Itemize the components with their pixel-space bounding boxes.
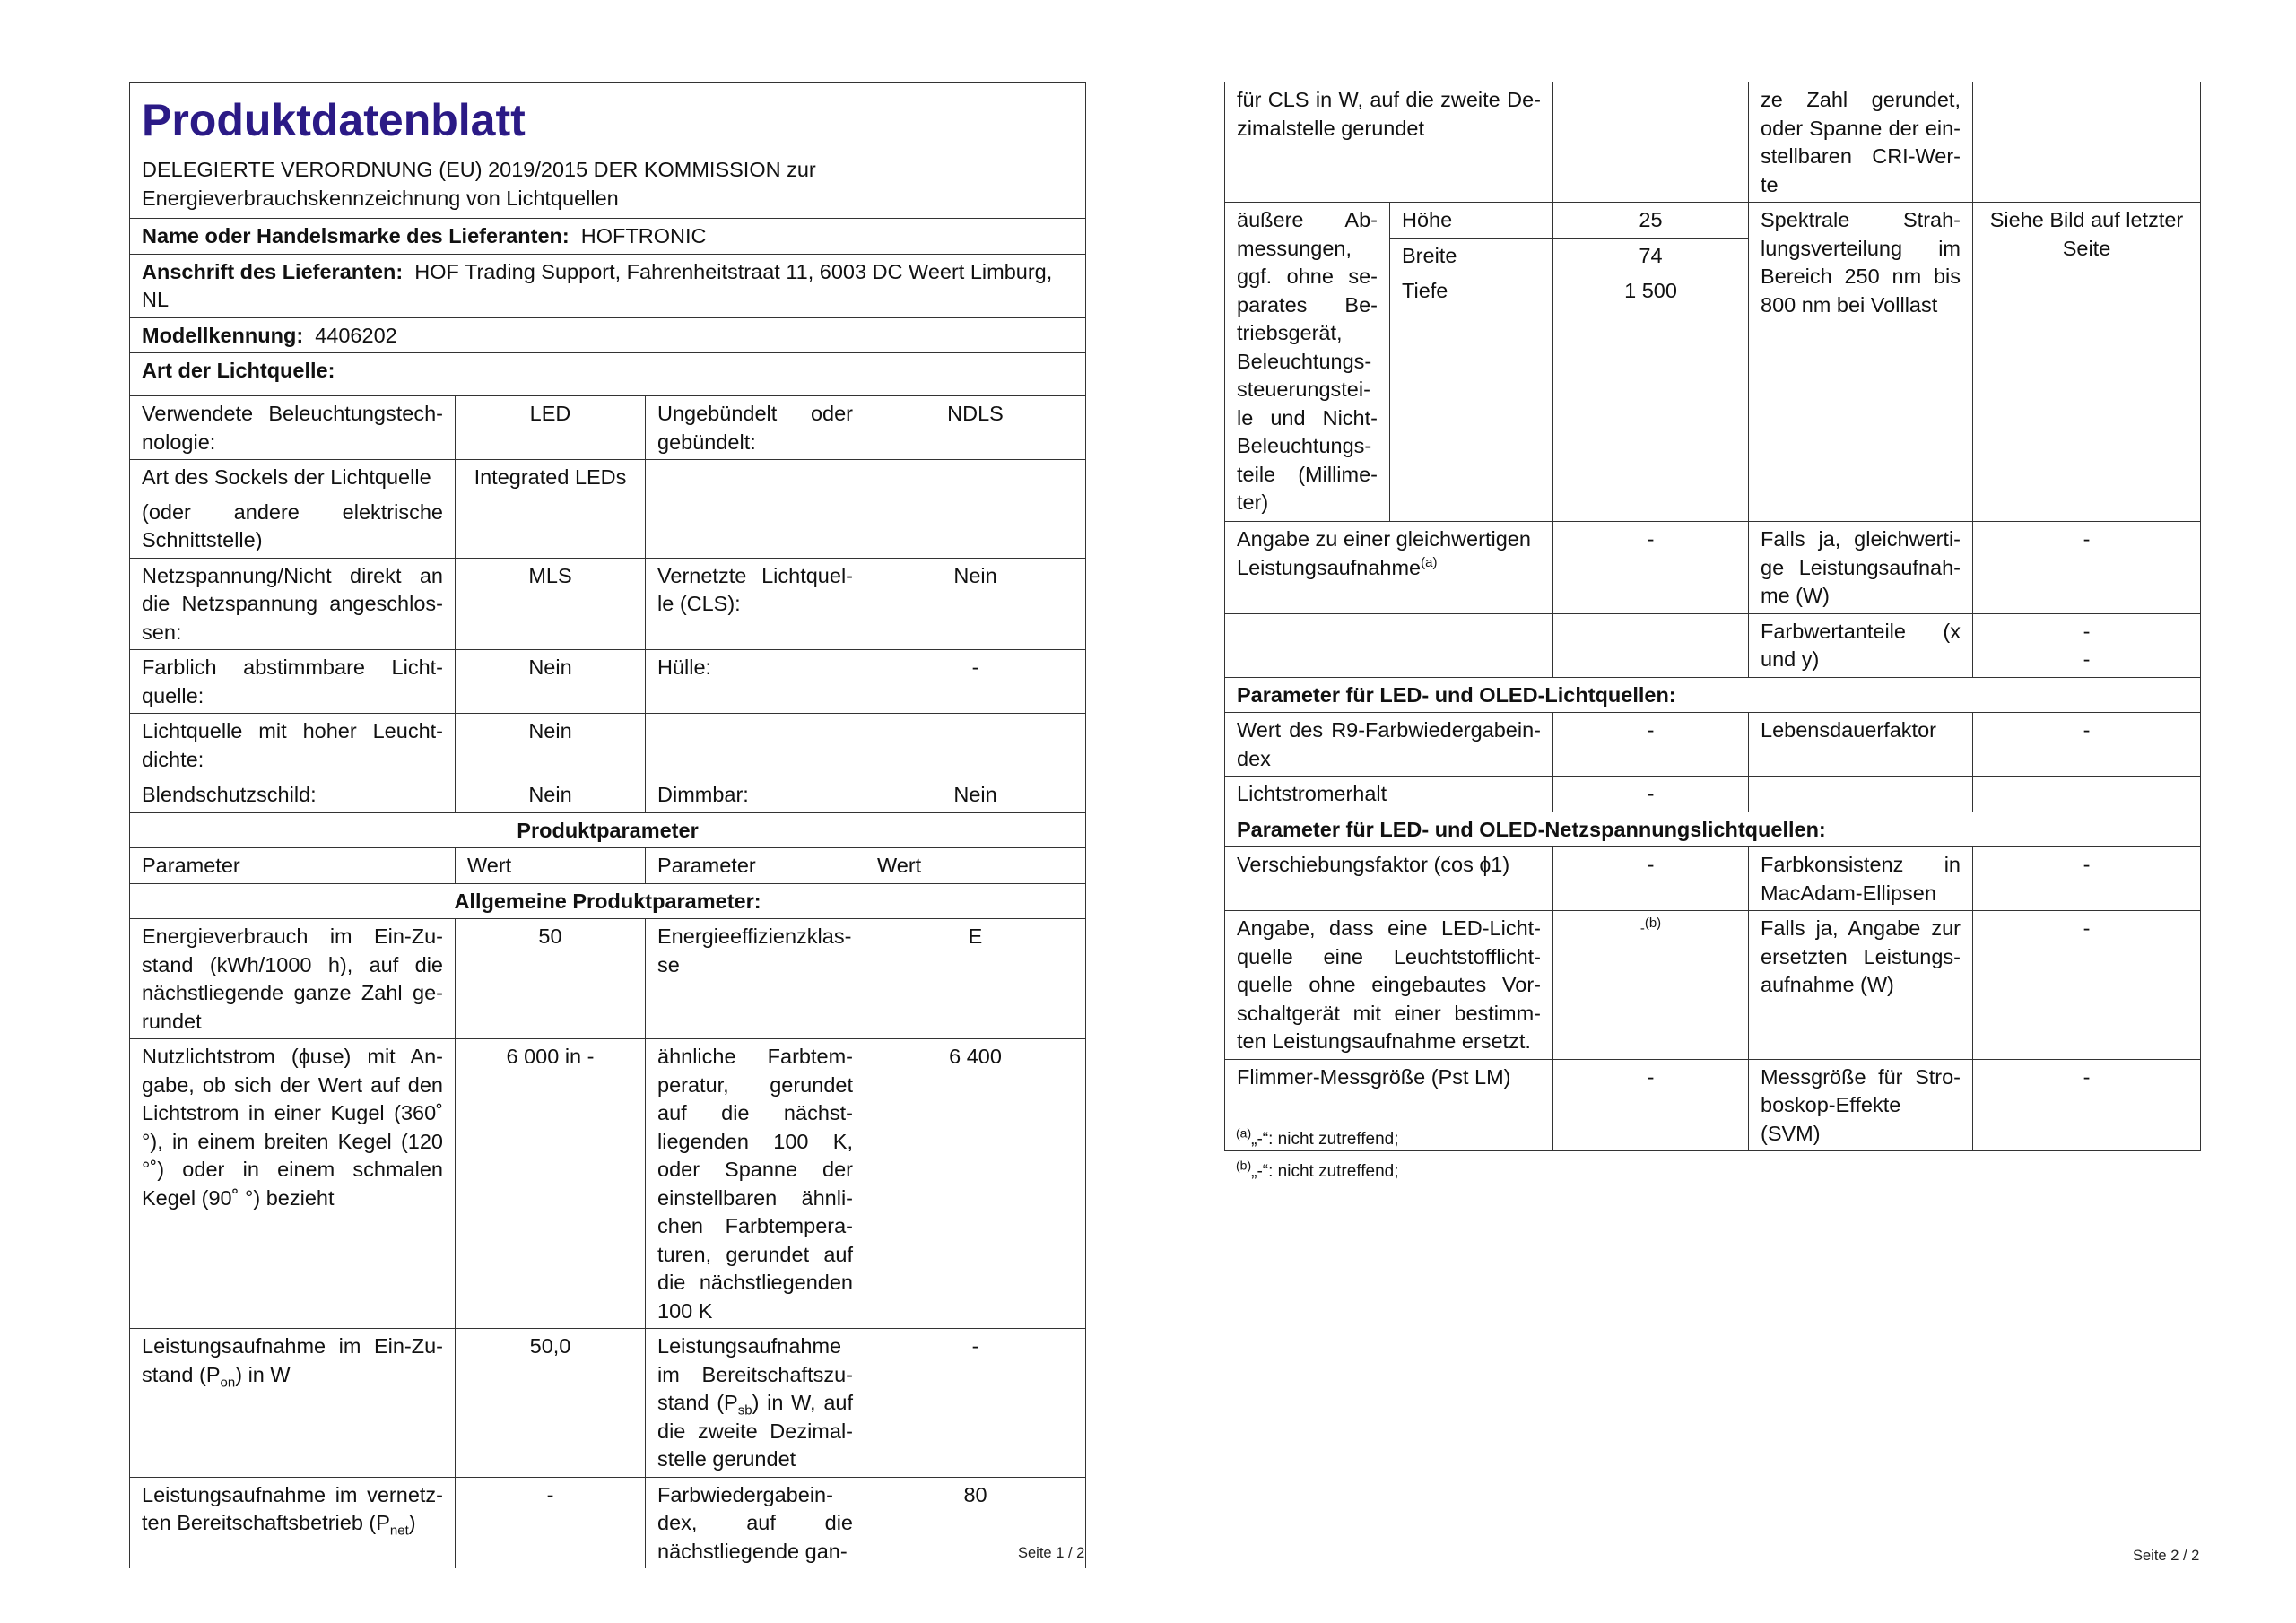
param-cell: Verwendete Beleuchtungstech-nologie:: [130, 396, 456, 460]
table-row: [130, 1329, 1086, 1478]
column-header: Parameter: [646, 848, 865, 884]
param-text: Leistungsaufnahme im Bereitschaftszu-stand (P: [657, 1334, 853, 1414]
value-cell: [1553, 82, 1749, 203]
table-row: [130, 460, 1086, 559]
param-cell: [130, 460, 456, 559]
param-cell: [646, 714, 865, 777]
footnote-a: [1236, 1126, 1399, 1153]
page-footer-1: Seite 1 / 2: [1018, 1545, 1085, 1561]
model-value: 4406202: [315, 323, 397, 347]
param-cell: Angabe, dass eine LED-Licht-quelle eine Leuchtstofflicht-quelle ohne eingebautes Vor-schaltgerät mit einer bestimm-ten Leistungsaufnahme ersetzt.: [1225, 911, 1553, 1060]
param-text: ) in W, auf die zweite Dezimal-stelle gerundet: [657, 1391, 853, 1471]
address-value: HOF Trading Support, Fahrenheitstraat 11, 6003 DC Weert Limburg, NL: [142, 259, 1053, 311]
dimensions-row: [1225, 203, 2201, 239]
value-cell: -: [1973, 713, 2201, 777]
table-row: [1225, 847, 2201, 911]
address-label: Anschrift des Lieferanten:: [142, 259, 404, 283]
column-header: Parameter: [130, 848, 456, 884]
value-cell: Nein: [456, 714, 646, 777]
param-cell: Messgröße für Stro-boskop-Effekte (SVM): [1749, 1059, 1973, 1151]
table-row: [130, 714, 1086, 777]
value-cell: 50,0: [456, 1329, 646, 1478]
value-cell: 6 000 in -: [456, 1039, 646, 1329]
column-header: Wert: [865, 848, 1086, 884]
dimension-name: Tiefe: [1390, 273, 1553, 522]
value-cell: Nein: [456, 650, 646, 714]
param-cell: Lichtquelle mit hoher Leucht-dichte:: [130, 714, 456, 777]
column-header: Wert: [456, 848, 646, 884]
param-cell: ze Zahl gerundet, oder Spanne der ein-stellbaren CRI-Wer-te: [1749, 82, 1973, 203]
table-row: [130, 558, 1086, 650]
general-params-heading: Allgemeine Produktparameter:: [130, 883, 1086, 919]
param-text: ) in W: [235, 1362, 291, 1386]
value-cell: 80: [865, 1477, 1086, 1568]
product-params-heading: Produktparameter: [130, 812, 1086, 848]
param-text: ): [408, 1511, 416, 1534]
table-row: [1225, 522, 2201, 614]
value-cell: 6 400: [865, 1039, 1086, 1329]
value-cell: [1553, 911, 1749, 1060]
param-cell: Farbwiedergabein-dex, auf die nächstliegende gan-: [646, 1477, 865, 1568]
model-label: Modellkennung:: [142, 323, 304, 347]
table-row: [130, 396, 1086, 460]
regulation-text: DELEGIERTE VERORDNUNG (EU) 2019/2015 DER KOMMISSION zur Energieverbrauchskennzeichnung von Lichtquellen: [130, 152, 1086, 219]
datasheet-table-page1: [129, 82, 1086, 1568]
param-text: (oder andere elektrische Schnittstelle): [142, 499, 443, 551]
param-cell: Nutzlichtstrom (ɸuse) mit An-gabe, ob sich der Wert auf den Lichtstrom in einer Kugel (360˚ °), in einem breiten Kegel (120 °˚) oder in einem schmalen Kegel (90˚ °) bezieht: [130, 1039, 456, 1329]
param-cell: [1225, 522, 1553, 614]
value-cell: Nein: [865, 777, 1086, 813]
value-cell: [1973, 777, 2201, 812]
value-cell: -: [456, 1477, 646, 1568]
table-row: [1225, 911, 2201, 1060]
dimension-name: Breite: [1390, 238, 1553, 273]
mains-params-heading: Parameter für LED- und OLED-Netzspannungslichtquellen:: [1225, 812, 2201, 847]
value-cell: [865, 460, 1086, 559]
param-cell: für CLS in W, auf die zweite De-zimalstelle gerundet: [1225, 82, 1553, 203]
value-cell: [865, 714, 1086, 777]
param-text: Leistungsaufnahme im vernetz-ten Bereitschaftsbetrieb (P: [142, 1482, 443, 1534]
dimension-value: 1 500: [1553, 273, 1749, 522]
value-cell: -: [1973, 847, 2201, 911]
param-cell: Netzspannung/Nicht direkt an die Netzspannung angeschlos-sen:: [130, 558, 456, 650]
param-text: Art des Sockels der Lichtquelle: [142, 465, 431, 489]
footnote-text: „-“: nicht zutreffend;: [1251, 1162, 1399, 1181]
footnote-text: „-“: nicht zutreffend;: [1251, 1130, 1399, 1149]
value-cell: -: [1973, 911, 2201, 1060]
value-cell: NDLS: [865, 396, 1086, 460]
param-cell: Lebensdauerfaktor: [1749, 713, 1973, 777]
page-1: [129, 82, 1086, 1568]
page-2: [1224, 82, 2201, 1151]
table-row: [130, 1039, 1086, 1329]
supplier-name-value: HOFTRONIC: [580, 224, 707, 247]
supplier-name-label: Name oder Handelsmarke des Lieferanten:: [142, 224, 570, 247]
page-title: Produktdatenblatt: [130, 83, 1086, 152]
value-text: -: [1639, 921, 1645, 936]
param-cell: [646, 1329, 865, 1478]
dimension-value: 25: [1553, 203, 1749, 239]
datasheet-table-page2: [1224, 82, 2201, 1151]
subscript: sb: [737, 1402, 752, 1419]
dimension-name: Höhe: [1390, 203, 1553, 239]
table-row: [1225, 82, 2201, 203]
value-cell: E: [865, 919, 1086, 1039]
param-cell: Farbwertanteile (x und y): [1749, 613, 1973, 677]
param-cell: Falls ja, gleichwerti-ge Leistungsaufnah-me (W): [1749, 522, 1973, 614]
dimensions-label: äußere Ab-messungen, ggf. ohne se-parates Be-triebsgerät, Beleuchtungs-steuerungstei-le und Nicht-Beleuchtungs-teile (Millime-ter): [1225, 203, 1390, 522]
value-text: -: [2083, 619, 2091, 643]
param-cell: [130, 1329, 456, 1478]
param-cell: Dimmbar:: [646, 777, 865, 813]
table-row: [130, 777, 1086, 813]
column-header-row: [130, 848, 1086, 884]
param-cell: [130, 1477, 456, 1568]
param-cell: Energieverbrauch im Ein-Zu-stand (kWh/1000 h), auf die nächstliegende ganze Zahl ge-rundet: [130, 919, 456, 1039]
value-cell: -: [1553, 713, 1749, 777]
table-row: [130, 650, 1086, 714]
param-cell: Ungebündelt oder gebündelt:: [646, 396, 865, 460]
param-cell: Flimmer-Messgröße (Pst LM): [1225, 1059, 1553, 1151]
param-cell: Lichtstromerhalt: [1225, 777, 1553, 812]
param-cell: [1749, 777, 1973, 812]
value-cell: -: [865, 1329, 1086, 1478]
param-text: Leistungsaufnahme im Ein-Zu-stand (P: [142, 1334, 443, 1386]
value-cell: Integrated LEDs: [456, 460, 646, 559]
value-cell: [1553, 613, 1749, 677]
param-cell: Energieeffizienzklas-se: [646, 919, 865, 1039]
value-text: -: [2083, 647, 2091, 671]
value-cell: -: [1973, 1059, 2201, 1151]
param-cell: Spektrale Strah-lungsverteilung im Bereich 250 nm bis 800 nm bei Volllast: [1749, 203, 1973, 522]
value-cell: LED: [456, 396, 646, 460]
value-cell: -: [1553, 522, 1749, 614]
value-cell: -: [1553, 777, 1749, 812]
table-row: [130, 919, 1086, 1039]
table-row: [1225, 613, 2201, 677]
value-cell: -: [1973, 522, 2201, 614]
param-cell: Hülle:: [646, 650, 865, 714]
address-row: [130, 254, 1086, 317]
param-cell: ähnliche Farbtem-peratur, gerundet auf die nächst-liegenden 100 K, oder Spanne der einstellbaren ähnli-chen Farbtempera-turen, gerundet auf die nächstliegenden 100 K: [646, 1039, 865, 1329]
supplier-name-row: [130, 219, 1086, 255]
param-cell: Verschiebungsfaktor (cos ɸ1): [1225, 847, 1553, 911]
param-cell: Wert des R9-Farbwiedergabein-dex: [1225, 713, 1553, 777]
subscript: on: [220, 1375, 236, 1391]
value-cell: MLS: [456, 558, 646, 650]
table-row: [130, 1477, 1086, 1568]
param-cell: [1225, 613, 1553, 677]
footnote-mark: (a): [1236, 1125, 1252, 1141]
param-text: Angabe zu einer gleichwertigen Leistungsaufnahme: [1237, 527, 1531, 579]
param-cell: [646, 460, 865, 559]
type-heading: Art der Lichtquelle:: [130, 353, 1086, 396]
value-cell: Siehe Bild auf letzter Seite: [1973, 203, 2201, 522]
param-cell: Farblich abstimmbare Licht-quelle:: [130, 650, 456, 714]
superscript: (a): [1421, 554, 1438, 570]
param-cell: Vernetzte Lichtquel-le (CLS):: [646, 558, 865, 650]
value-cell: Nein: [865, 558, 1086, 650]
subscript: net: [389, 1523, 409, 1539]
param-cell: Farbkonsistenz in MacAdam-Ellipsen: [1749, 847, 1973, 911]
page-footer-2: Seite 2 / 2: [2133, 1548, 2200, 1564]
value-cell: Nein: [456, 777, 646, 813]
footnote-b: [1236, 1159, 1399, 1185]
model-row: [130, 317, 1086, 353]
value-cell: -: [865, 650, 1086, 714]
table-row: [1225, 777, 2201, 812]
value-cell: [1973, 613, 2201, 677]
value-cell: -: [1553, 1059, 1749, 1151]
value-cell: [1973, 82, 2201, 203]
dimension-value: 74: [1553, 238, 1749, 273]
value-cell: 50: [456, 919, 646, 1039]
param-cell: Blendschutzschild:: [130, 777, 456, 813]
superscript: (b): [1644, 916, 1662, 932]
table-row: [1225, 713, 2201, 777]
led-params-heading: Parameter für LED- und OLED-Lichtquellen:: [1225, 677, 2201, 713]
param-cell: Falls ja, Angabe zur ersetzten Leistungs-aufnahme (W): [1749, 911, 1973, 1060]
footnote-mark: (b): [1236, 1158, 1252, 1173]
value-cell: -: [1553, 847, 1749, 911]
